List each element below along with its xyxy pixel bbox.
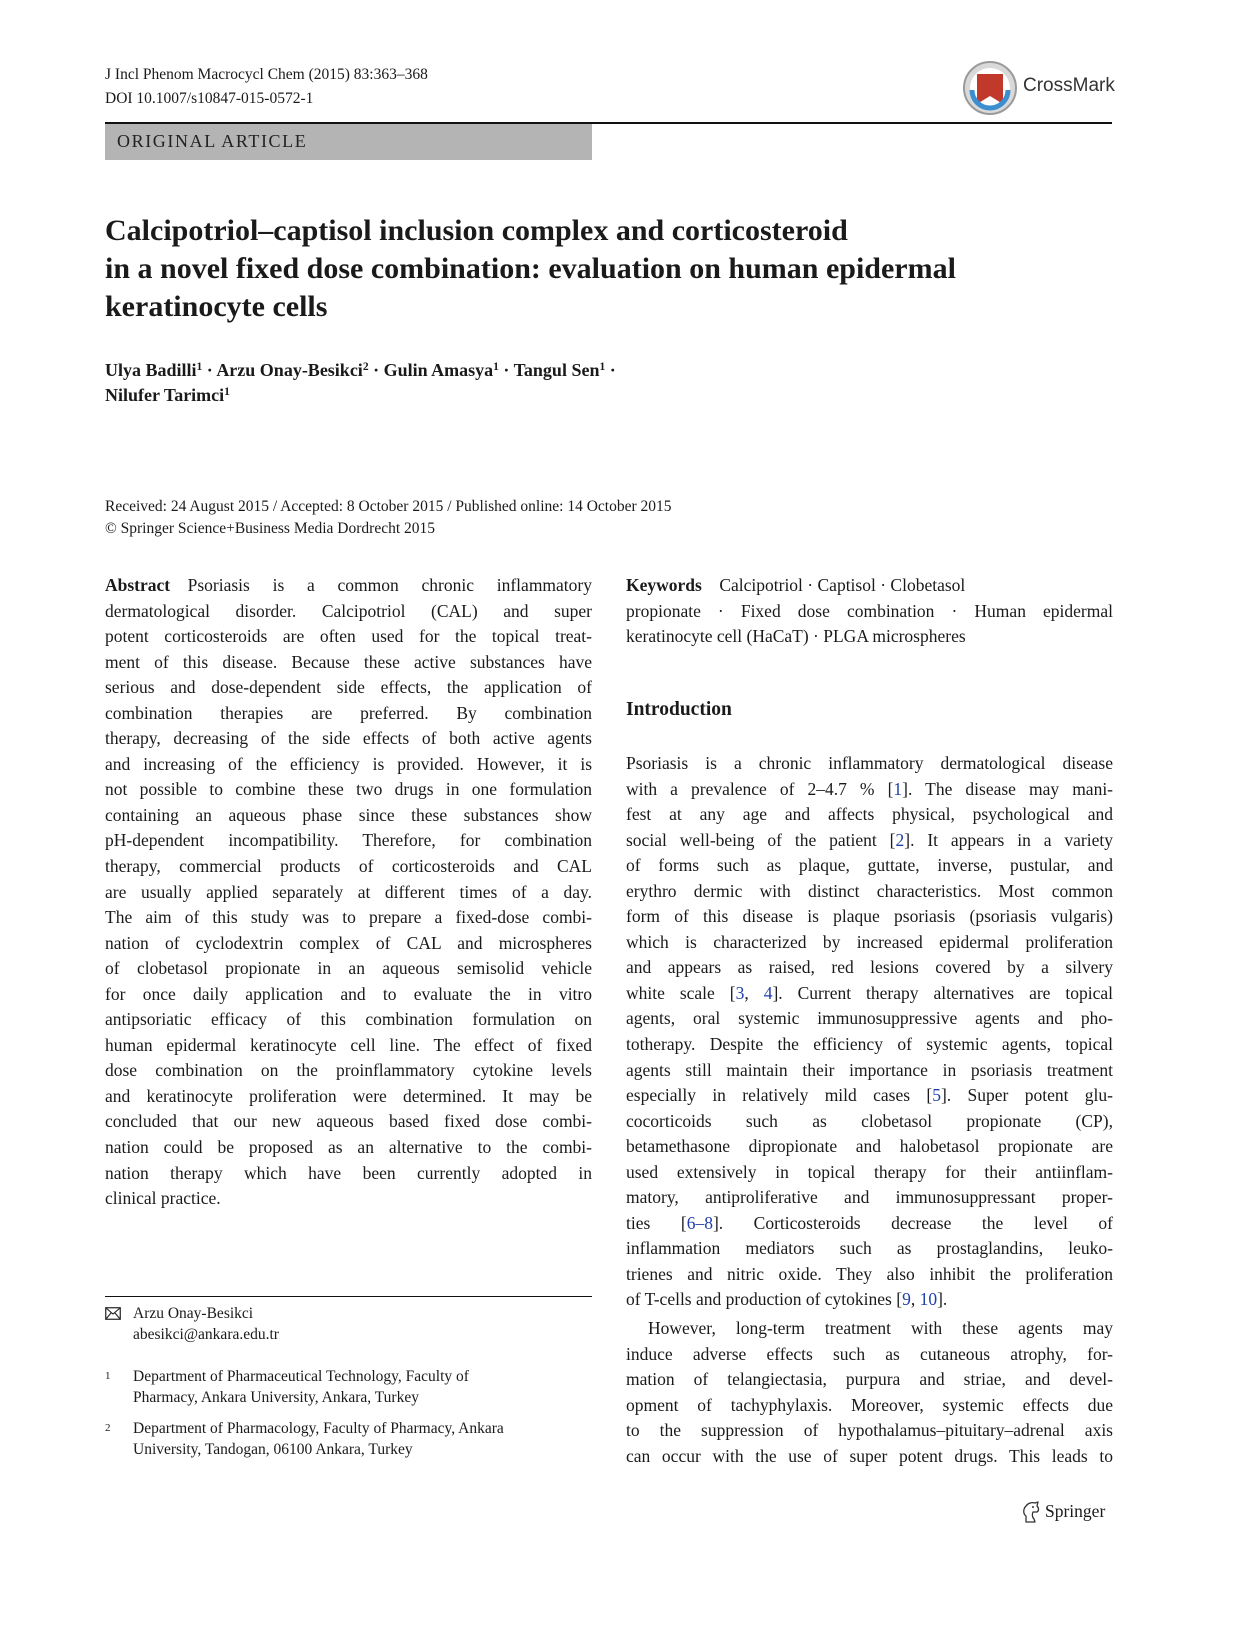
text-line: concluded that our new aqueous based fixed dose combi- [105, 1111, 592, 1132]
text-line: nation of cyclodextrin complex of CAL and microspheres [105, 932, 592, 953]
affiliation-text [133, 1418, 504, 1460]
text-line: pH-dependent incompatibility. Therefore, for combination [105, 830, 592, 851]
text-line [626, 981, 1113, 1007]
affiliation-number: 1 [105, 1370, 111, 1382]
text-segment: totherapy. Despite the efficiency of systemic agents, topical [626, 1034, 1113, 1055]
text-segment: trienes and nitric oxide. They also inhibit the proliferation [626, 1263, 1113, 1284]
title-line: in a novel fixed dose combination: evaluation on human epidermal [105, 252, 956, 285]
text-segment: of T-cells and production of cytokines [ [626, 1289, 903, 1310]
crossmark-icon [962, 60, 1018, 116]
text-line [626, 802, 1113, 828]
text-line [626, 1160, 1113, 1186]
crossmark-label: CrossMark [1023, 75, 1115, 96]
affiliation-mark: 2 [362, 361, 369, 373]
text-segment: betamethasone dipropionate and halobetasol propionate are [626, 1136, 1113, 1157]
publisher-label: Springer [1045, 1501, 1106, 1521]
text-line [626, 1032, 1113, 1058]
text-line [626, 573, 1113, 599]
text-line: However, long-term treatment with these agents may [648, 1318, 1113, 1338]
doi-line: DOI 10.1007/s10847-015-0572-1 [105, 90, 314, 107]
section-tag [105, 124, 592, 160]
text-line: and keratinocyte proliferation were determined. It may be [105, 1085, 592, 1106]
text-segment: Psoriasis is a chronic inflammatory dermatological disease [626, 753, 1113, 773]
corresponding-author-name: Arzu Onay-Besikci [133, 1305, 254, 1322]
introduction-paragraph [626, 751, 1113, 1313]
title-line: keratinocyte cells [105, 290, 328, 323]
text-line [626, 853, 1113, 879]
text-line: human epidermal keratinocyte cell line. The effect of fixed [105, 1034, 592, 1055]
keywords-label: Keywords [626, 575, 702, 595]
text-line [626, 1134, 1113, 1160]
text-segment: cocorticoids such as clobetasol propionate (CP), [626, 1110, 1113, 1131]
text-segment: agents, oral systemic immunosuppressive agents and pho- [626, 1008, 1113, 1029]
text-line: antipsoriatic efficacy of this combination formulation on [105, 1009, 592, 1030]
author-name[interactable]: Ulya Badilli [105, 360, 197, 380]
affiliation-mark: 1 [493, 361, 499, 373]
text-segment: ]. It appears in a variety [904, 829, 1113, 850]
section-tag-label: ORIGINAL ARTICLE [117, 131, 308, 151]
text-line: can occur with the use of super potent drugs. This leads to [626, 1445, 1113, 1466]
text-segment: , [744, 982, 764, 1003]
text-line [626, 1006, 1113, 1032]
envelope-icon [105, 1307, 121, 1320]
text-line [626, 1083, 1113, 1109]
text-line: to the suppression of hypothalamus–pituitary–adrenal axis [626, 1420, 1113, 1441]
text-segment: which is characterized by increased epidermal proliferation [626, 931, 1113, 952]
corresponding-author-email[interactable]: abesikci@ankara.edu.tr [133, 1326, 279, 1343]
keywords [626, 573, 1113, 650]
text-line [626, 1058, 1113, 1084]
text-segment: and appears as raised, red lesions covered by a silvery [626, 957, 1113, 978]
text-line: and increasing of the efficiency is provided. However, it is [105, 753, 592, 774]
text-segment: ]. Corticosteroids decrease the level of [712, 1212, 1113, 1233]
author-name[interactable]: Tangul Sen [513, 360, 600, 380]
text-line [626, 777, 1113, 803]
text-line: opment of tachyphylaxis. Moreover, systemic effects due [626, 1394, 1113, 1415]
text-line: induce adverse effects such as cutaneous atrophy, for- [626, 1343, 1113, 1364]
citation-link[interactable]: 4 [763, 982, 773, 1003]
text-segment: used extensively in topical therapy for their antiinflam- [626, 1161, 1113, 1182]
article-title [105, 212, 1115, 326]
copyright-line: © Springer Science+Business Media Dordrecht 2015 [105, 520, 436, 537]
affiliation-line: Department of Pharmaceutical Technology, Faculty of [133, 1368, 469, 1385]
text-line: are usually applied separately at different times of a day. [105, 881, 592, 902]
text-line: therapy, decreasing of the side effects of both active agents [105, 728, 592, 749]
text-line [626, 1236, 1113, 1262]
citation-link[interactable]: 10 [919, 1289, 938, 1310]
abstract [105, 573, 592, 1212]
publisher-logo [1020, 1498, 1115, 1528]
author-line [105, 358, 1105, 383]
affiliation-mark: 1 [599, 361, 606, 373]
affiliation-mark: 1 [196, 361, 203, 373]
text-segment: , [910, 1289, 920, 1310]
text-line: of clobetasol propionate in an aqueous semisolid vehicle [105, 958, 592, 979]
affiliation-mark: 1 [224, 386, 230, 398]
text-line: potent corticosteroids are often used for the topical treat- [105, 626, 592, 647]
citation-link[interactable]: 3 [735, 982, 745, 1003]
text-line: mation of telangiectasia, purpura and striae, and devel- [626, 1369, 1113, 1390]
text-segment: with a prevalence of 2–4.7 % [ [626, 778, 894, 799]
text-line: dermatological disorder. Calcipotriol (CAL) and super [105, 600, 592, 621]
citation-link[interactable]: 6–8 [686, 1212, 713, 1233]
text-segment: inflammation mediators such as prostaglandins, leuko- [626, 1238, 1113, 1259]
title-line: Calcipotriol–captisol inclusion complex and corticosteroid [105, 214, 848, 247]
springer-knight-icon [1020, 1500, 1042, 1524]
text-line [626, 1262, 1113, 1288]
citation-link[interactable]: 5 [932, 1085, 941, 1106]
text-line: nation therapy which have been currently adopted in [105, 1162, 592, 1183]
text-line: therapy, commercial products of corticosteroids and CAL [105, 856, 592, 877]
text-line [626, 904, 1113, 930]
text-line [626, 828, 1113, 854]
text-segment: especially in relatively mild cases [ [626, 1085, 933, 1106]
text-line [626, 930, 1113, 956]
text-line: nation could be proposed as an alternative to the combi- [105, 1137, 592, 1158]
introduction-heading: Introduction [626, 699, 732, 720]
text-segment: white scale [ [626, 982, 736, 1003]
text-line [626, 955, 1113, 981]
author-name[interactable]: Gulin Amasya [383, 360, 494, 380]
text-segment: of forms such as plaque, guttate, inverse, pustular, and [626, 855, 1113, 876]
journal-citation: J Incl Phenom Macrocycl Chem (2015) 83:363–368 [105, 66, 428, 83]
text-segment: matory, antiproliferative and immunosuppressant proper- [626, 1187, 1113, 1208]
affiliation-number: 2 [105, 1422, 111, 1434]
author-separator: · [206, 360, 213, 380]
text-line: keratinocyte cell (HaCaT) · PLGA microspheres [626, 626, 966, 647]
affiliation-text [133, 1366, 469, 1408]
publication-dates: Received: 24 August 2015 / Accepted: 8 October 2015 / Published online: 14 October 2015 [105, 498, 672, 515]
affiliation-line: Department of Pharmacology, Faculty of Pharmacy, Ankara [133, 1420, 504, 1437]
keywords-text: Calcipotriol · Captisol · Clobetasol [719, 575, 966, 595]
citation-link[interactable]: 9 [902, 1289, 911, 1310]
text-line: for once daily application and to evaluate the in vitro [105, 983, 592, 1004]
author-separator: · [373, 360, 380, 380]
text-segment: fest at any age and affects physical, psychological and [626, 804, 1113, 825]
author-name[interactable]: Arzu Onay-Besikci [216, 360, 363, 380]
text-line: clinical practice. [105, 1188, 221, 1209]
citation-link[interactable]: 1 [893, 778, 903, 799]
author-list [105, 358, 1105, 408]
text-segment: ]. Current therapy alternatives are topical [772, 982, 1114, 1003]
text-line [626, 1109, 1113, 1135]
author-separator: · [609, 360, 616, 380]
abstract-text: Psoriasis is a common chronic inflammatory [187, 575, 592, 595]
text-segment: ties [ [626, 1212, 687, 1233]
text-line [626, 1185, 1113, 1211]
text-segment: ]. Super potent glu- [940, 1085, 1113, 1106]
text-line [626, 879, 1113, 905]
text-line [626, 1287, 1113, 1313]
text-segment: form of this disease is plaque psoriasis (psoriasis vulgaris) [626, 906, 1113, 927]
crossmark-badge[interactable] [962, 58, 1115, 122]
text-line [626, 1211, 1113, 1237]
text-line [626, 751, 1113, 777]
abstract-label: Abstract [105, 575, 171, 595]
text-line: ment of this disease. Because these active substances have [105, 651, 592, 672]
text-line: containing an aqueous phase since these substances show [105, 804, 592, 825]
text-segment: social well-being of the patient [ [626, 829, 896, 850]
author-name[interactable]: Nilufer Tarimci [105, 385, 225, 405]
text-segment: ]. The disease may mani- [902, 778, 1114, 799]
author-line [105, 383, 1105, 408]
text-line: combination therapies are preferred. By combination [105, 702, 592, 723]
affiliation-line: University, Tandogan, 06100 Ankara, Turkey [133, 1441, 413, 1458]
text-segment: erythro dermic with distinct characteristics. Most common [626, 880, 1113, 901]
text-line: The aim of this study was to prepare a fixed-dose combi- [105, 907, 592, 928]
introduction-paragraph [626, 1316, 1113, 1469]
text-line [105, 573, 592, 599]
author-separator: · [503, 360, 510, 380]
text-segment: ]. [937, 1289, 948, 1310]
affiliation-line: Pharmacy, Ankara University, Ankara, Turkey [133, 1389, 419, 1406]
text-line: serious and dose-dependent side effects, the application of [105, 677, 592, 698]
footnote-rule [105, 1296, 592, 1297]
citation-link[interactable]: 2 [895, 829, 905, 850]
text-segment: agents still maintain their importance in psoriasis treatment [626, 1059, 1113, 1080]
text-line: propionate · Fixed dose combination · Human epidermal [626, 600, 1113, 621]
text-line: dose combination on the proinflammatory cytokine levels [105, 1060, 592, 1081]
text-line: not possible to combine these two drugs in one formulation [105, 779, 592, 800]
